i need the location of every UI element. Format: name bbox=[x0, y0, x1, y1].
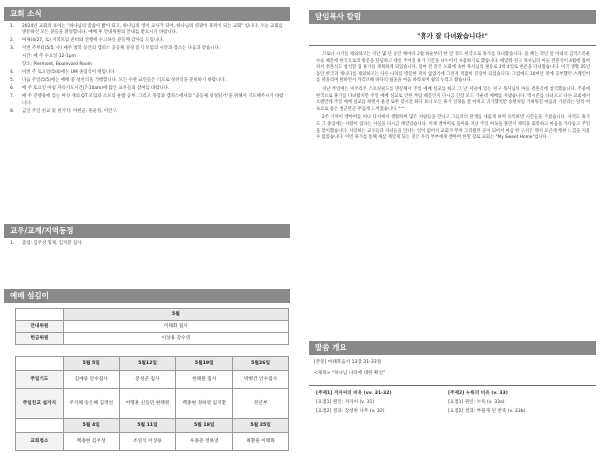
item-text: 장소: Piermont, Boulevard Room bbox=[22, 62, 92, 68]
list-item bbox=[10, 54, 284, 60]
news-list bbox=[10, 24, 284, 115]
item-text: 시간: 매 주 수요일 12-1pm bbox=[22, 54, 76, 60]
item-text: 매 주 진행중에 있는 여섯 개의 QT 모임과 소모리 운밥 공부, 그리고 목장과 캠퍼스에서의 "공동체 성경읽기"을 위해서 기도해주시기 바랍니다. bbox=[22, 94, 284, 106]
week-header: 5월26일 bbox=[233, 357, 289, 371]
column-paragraph: 2주 가까이 앤아버를 떠나 타지에서 생활하며 많은 사람들을 만나고 그들과의 관계를 새롭게 하며 유익하면 시간들을 가졌습니다. 사역도 휴가도 그 중심에는 사람이 있다는 사실을 다시금 깨달았습니다. 이제 앤아버로 돌아와 지난 주일 여독을 풀면서 체력을 회복하고 마음을 가다듬고 주일을 맞이했습니다. 사랑하는 교우들과 자녀들을 만나는 일이 없어서 교회가 무척 그리웠던 곳이 되어서 마음 한 구석은 왠지 포근게 행한 느낌을 지울 수 없었습니다. 이번 휴가를 통해 새삼 깨달게 되는 것은 우리 부부에게 앤아버 한빛 장로 교회는 "My Sweet Home"입니다. bbox=[316, 115, 590, 141]
members-list bbox=[10, 241, 284, 247]
item-text: 여제(4/27, 토) 지역모임 준비와 진행에 수고하신 분들께 감사를 드립니다. bbox=[22, 38, 164, 44]
clean-cell: 최환훈 이태화 bbox=[233, 433, 289, 451]
list-item bbox=[10, 109, 284, 115]
item-text: 2024년 교회의 표어는 "하나님의 말씀이 밝이 되고, 하나님의 영이 교사가 되어, 하나님의 영광이 목적이 되는 교회" 입니다. 오늘 교회를 방문하신 모든 분들을 환영합니다. 예배 후 안내위원의 안내를 받으시기 바랍니다. bbox=[22, 24, 283, 36]
prayer-cell: 문성준 집사 bbox=[119, 371, 176, 389]
members-heading: 교우/교계/지역동정 bbox=[4, 224, 290, 238]
clean-cell: 우종준 정하영 bbox=[176, 433, 233, 451]
point2-block bbox=[448, 389, 594, 416]
point1-block bbox=[316, 389, 446, 416]
service-heading: 예배 섬김이 bbox=[4, 289, 290, 303]
clean-label: 교회청소 bbox=[16, 433, 64, 451]
item-number: 6. bbox=[10, 86, 15, 92]
item-text: 이번 주 토요일(5/4)에는 UM 졸업식이 열립니다. bbox=[22, 70, 116, 76]
sermon-heading: 말씀 개요 bbox=[309, 341, 596, 355]
list-item bbox=[10, 78, 284, 84]
week2-header: 5월 18일 bbox=[176, 419, 233, 433]
column-heading: 담임목사 칼럼 bbox=[309, 10, 596, 24]
item-text: 다음 주일(5/5)에는 예배 중 성찬식을 거행합니다. 모든 수찬 교인들은 기도로 성찬식을 준비하기 바랍니다. bbox=[22, 78, 226, 84]
prayer-label: 주일기도 bbox=[16, 371, 64, 389]
week2-corner bbox=[16, 419, 64, 433]
column-paragraph: 코로나 시기를 제외하고는 지난 몇 년 동안 해마다 2월 하순부터 한 달 정도 한국으로 휴가를 다녀왔습니다. 올 해는 작년 말 아내의 갑작스러운 수술 때문에 한국으로의 방문을 단념하고 대신 주어진 휴가 기간을 나누어서 사용하기로 했습니다. 때맞춰 친구 목사님의 아들 결혼식이 4월에 잡혀져서 결혼식도 참석할 겸 휴가를 계획하게 되었습니다. 얼마 전 같은 노회에 속한 목사님의 권유로 3박 4일로 친콘을 다녀왔습니다. 미국 생활 35년 동안 한국과 캐나다를 제외하고는 다른 나라를 방문한 적이 없었기에 그런지 적잖이 긴장이 되었습니다. 그럼에도 10여년 전에 공부했던 스페인어를 떠올리며 탈하면서 카리브해 바다의 쉼을을 마음 바라보며 쉼의 누리고 왔습니다. bbox=[316, 52, 590, 84]
list-item bbox=[10, 38, 284, 44]
list-item bbox=[10, 94, 284, 107]
item-text: 매 주 토요일 아침 자유기도시간(7-10am)에 많은 교우들의 참여를 바랍니다. bbox=[22, 86, 170, 92]
dessert-cell: 주지혜 송은혜 김정선 bbox=[63, 389, 119, 419]
column-body bbox=[316, 52, 590, 144]
point1-a: [요점1] 원인: 겨자씨 (v. 31) bbox=[316, 400, 375, 405]
item-number: 8. bbox=[10, 108, 15, 114]
clean-cell: 조연식 이상용 bbox=[119, 433, 176, 451]
week2-header: 5월 11일 bbox=[119, 419, 176, 433]
list-item bbox=[10, 24, 284, 37]
prayer-cell: 박병건 안수집사 bbox=[233, 371, 289, 389]
clean-cell: 백종현 김주성 bbox=[63, 433, 119, 451]
list-item bbox=[10, 62, 284, 68]
guide-value: 이태화 집사 bbox=[63, 321, 288, 333]
column-title-rule bbox=[309, 45, 596, 46]
point2-title: [주제2] 누룩의 비유 (v. 33) bbox=[448, 391, 508, 396]
news-heading: 교회 소식 bbox=[4, 7, 290, 21]
dessert-cell: 여명훈 신동민 현태원 bbox=[119, 389, 176, 419]
offering-label: 헌금위원 bbox=[16, 333, 64, 345]
service-table bbox=[15, 308, 289, 451]
list-item bbox=[10, 46, 284, 52]
item-number: 7. bbox=[10, 94, 15, 100]
prayer-cell: 김예중 안수집사 bbox=[63, 371, 119, 389]
item-number: 4. bbox=[10, 70, 15, 76]
point2-a: [요점1] 원인: 누룩 (v. 33a) bbox=[448, 400, 505, 405]
dessert-cell: 정년부 bbox=[233, 389, 289, 419]
sermon-rule bbox=[309, 385, 596, 386]
column-title: "휴가 잘 다녀왔습니다!" bbox=[417, 32, 488, 40]
list-item bbox=[10, 86, 284, 92]
week-header: 5월19일 bbox=[176, 357, 233, 371]
week2-header: 5월 4일 bbox=[63, 419, 119, 433]
offering-value: 이상용 강수영 bbox=[63, 333, 288, 345]
item-text: 이번 주부터(5/5, 수) 매주 방학 동안의 캠퍼스 공동체 성경 읽기 모임의 시간과 장소는 다음과 같습니다. bbox=[22, 46, 221, 52]
item-text: 출업: 김주성 형제, 임지환 집사 bbox=[22, 241, 82, 246]
point1-title: [주제1] 겨자씨의 비유 (vv. 31-32) bbox=[316, 391, 392, 396]
members-panel bbox=[10, 241, 284, 249]
item-number: 3. bbox=[10, 46, 15, 52]
news-panel bbox=[10, 24, 284, 117]
item-number: 5. bbox=[10, 78, 15, 84]
item-number: 2. bbox=[10, 38, 15, 44]
point1-b: [요점2] 결과: 장성한 나무 (v. 32) bbox=[316, 409, 385, 414]
week2-header: 5월 25일 bbox=[233, 419, 289, 433]
sermon-title: <제목> "하나님 나라에 대한 확신" bbox=[314, 371, 386, 376]
guide-label: 안내위원 bbox=[16, 321, 64, 333]
item-text: 금일 주일 친교 및 설거지: 이현균, 홍윤정, 이민구 bbox=[22, 108, 117, 114]
prayer-cell: 한태원 집사 bbox=[176, 371, 233, 389]
month-header: 5월 bbox=[63, 309, 288, 321]
dessert-cell: 백종현 정하영 임지환 bbox=[176, 389, 233, 419]
week-header: 5월12일 bbox=[119, 357, 176, 371]
point2-b: [요점2] 결과: 부풀게 된 반죽 (v. 33b) bbox=[448, 409, 526, 414]
table-gap bbox=[16, 345, 289, 357]
item-number: 1. bbox=[10, 241, 15, 246]
week-header: 5월 5일 bbox=[63, 357, 119, 371]
sermon-passage: [본문] 마태복음서 13장 31-33절 bbox=[314, 360, 382, 365]
list-item bbox=[10, 70, 284, 76]
list-item bbox=[10, 241, 284, 247]
item-number: 1. bbox=[10, 24, 15, 29]
column-paragraph: 지난 주일에는 미주리주 스프링필드를 방문해서 주일 예배 설교를 하고 그 날 저녁에 있는 친구 목사님의 아들 결혼식에 참석했습니다. 주중에 한국으로 휴가를 다녀왔지만 주일 예배 설교로 인한 부담 때문인지 다시금 긴장 모드 가운데 예배를 지냈습니다. 엑시콘를 다녀오고 다른 교회에서 오랜만에 주일 예배 설교를 하면서 운전 또한 장시간 하다 보니 모든 휴가 일정을 잘 마치고 귀가했지만 송별처럼 가벼워진 마음과 기분과는 달리 여독으로 몸은 천근만근 무겁게 느껴졌습니다.^^ bbox=[316, 86, 590, 112]
dessert-label: 주일친교 설거지 bbox=[16, 389, 64, 419]
table-corner bbox=[16, 309, 64, 321]
week-corner bbox=[16, 357, 64, 371]
